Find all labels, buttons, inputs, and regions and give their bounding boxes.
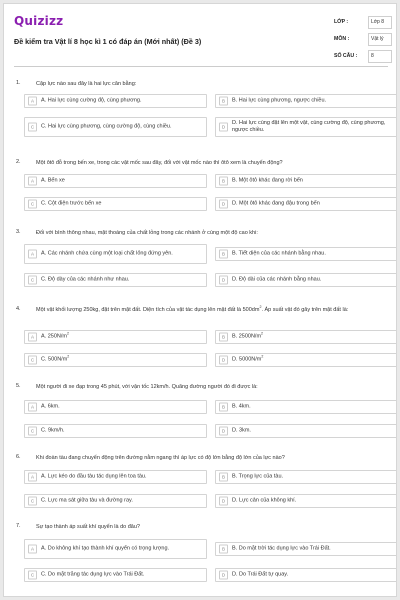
- option-text: A. Do không khí tạo thành khí quyển có trọng lượng.: [41, 545, 170, 552]
- option-text: A. 6km.: [41, 403, 60, 410]
- question-text-end: . Áp suất vật đó gây trên mặt đất là:: [261, 307, 349, 313]
- question-text: [36, 306, 376, 314]
- option-text: D. Hai lực cùng đặt lên một vật, cùng cường độ, cùng phương, ngược chiều.: [232, 120, 386, 133]
- option-letter: A: [28, 333, 37, 342]
- meta-subject-value: Vật lý: [368, 33, 392, 46]
- option-letter: A: [28, 177, 37, 186]
- option-text: D. Lực cản của không khí.: [232, 497, 297, 504]
- option-value: B. 2500N/m: [232, 333, 262, 340]
- meta-class: [334, 16, 394, 33]
- option-text: A. Lực kéo do đầu tàu tác dụng lên toa tàu.: [41, 473, 147, 480]
- option-letter: A: [28, 473, 37, 482]
- option-letter: C: [28, 123, 37, 132]
- option-letter: D: [219, 276, 228, 285]
- option-text: D. Độ dài của các nhánh bằng nhau.: [232, 276, 322, 283]
- question-number: 1.: [16, 80, 21, 86]
- option-box[interactable]: [24, 197, 207, 211]
- option-text: C. Độ dày của các nhánh như nhau.: [41, 276, 130, 283]
- option-letter: C: [28, 356, 37, 365]
- question-number: 6.: [16, 454, 21, 460]
- option-text: D. Do Trái Đất tự quay.: [232, 571, 289, 578]
- option-letter: B: [219, 545, 228, 554]
- option-box[interactable]: [24, 94, 207, 108]
- option-exponent: 2: [67, 354, 70, 359]
- option-letter: B: [219, 97, 228, 106]
- option-letter: D: [219, 571, 228, 580]
- option-value: A. 250N/m: [41, 333, 67, 340]
- option-box[interactable]: [215, 542, 397, 556]
- option-box[interactable]: [24, 568, 207, 582]
- option-box[interactable]: [215, 174, 397, 188]
- option-value: D. 5000N/m: [232, 356, 262, 363]
- option-text: C. Cột điện trước bến xe: [41, 200, 102, 207]
- option-letter: C: [28, 276, 37, 285]
- worksheet-header: [4, 4, 396, 66]
- option-box[interactable]: [215, 197, 397, 211]
- option-box[interactable]: [215, 330, 397, 344]
- option-box[interactable]: [24, 244, 207, 264]
- option-text: [232, 354, 392, 364]
- option-letter: A: [28, 403, 37, 412]
- option-letter: A: [28, 97, 37, 106]
- option-text: D. Một ôtô khác đang đậu trong bến: [232, 200, 320, 207]
- option-text: D. 3km.: [232, 427, 251, 434]
- question-number: 5.: [16, 383, 21, 389]
- option-letter: D: [219, 427, 228, 436]
- option-text: B. Tiết diện của các nhánh bằng nhau.: [232, 250, 326, 257]
- option-text: A. Các nhánh chứa cùng một loại chất lỏng đứng yên.: [41, 250, 173, 257]
- meta-class-label: LỚP :: [334, 19, 349, 25]
- option-box[interactable]: [215, 247, 397, 261]
- meta-class-value: Lớp 8: [368, 16, 392, 29]
- option-text: C. Lực ma sát giữa tàu và đường ray.: [41, 497, 133, 504]
- option-box[interactable]: [215, 117, 397, 137]
- option-letter: C: [28, 571, 37, 580]
- option-exponent: 2: [66, 331, 69, 336]
- option-letter: B: [219, 177, 228, 186]
- worksheet-page: [3, 3, 397, 597]
- question-text: Đối với bình thông nhau, mặt thoáng của chất lỏng trong các nhánh ở cùng một độ cao khi:: [36, 230, 258, 236]
- option-letter: D: [219, 497, 228, 506]
- option-text: A. Bến xe: [41, 177, 65, 184]
- option-box[interactable]: [215, 400, 397, 414]
- question-text-exponent: 2: [259, 305, 262, 310]
- header-divider: [14, 66, 388, 67]
- question-number: 7.: [16, 523, 21, 529]
- worksheet-title: Đề kiểm tra Vật lí 8 học kì 1 có đáp án (Mới nhất) (Đề 3): [14, 37, 202, 46]
- option-letter: C: [28, 200, 37, 209]
- option-letter: C: [28, 497, 37, 506]
- option-box[interactable]: [24, 353, 207, 367]
- option-text: B. Một ôtô khác đang rời bến: [232, 177, 303, 184]
- option-letter: D: [219, 356, 228, 365]
- meta-subject: [334, 33, 394, 50]
- option-box[interactable]: [24, 330, 207, 344]
- question-number: 3.: [16, 229, 21, 235]
- option-letter: A: [28, 250, 37, 259]
- question-text: Một ôtô đỗ trong bến xe, trong các vật mốc sau đây, đối với vật mốc nào thì ôtô xem là chuyển động?: [36, 160, 283, 166]
- meta-question-count: [334, 50, 394, 67]
- option-text: B. Hai lực cùng phương, ngược chiều.: [232, 97, 327, 104]
- option-box[interactable]: [215, 273, 397, 287]
- option-box[interactable]: [24, 470, 207, 484]
- option-text: C. Hai lực cùng phương, cùng cường độ, cùng chiều.: [41, 123, 172, 130]
- option-value: C. 500N/m: [41, 356, 68, 363]
- option-box[interactable]: [24, 117, 207, 137]
- option-box[interactable]: [215, 470, 397, 484]
- option-box[interactable]: [215, 94, 397, 108]
- option-text: C. 9km/h.: [41, 427, 65, 434]
- meta-question-count-value: 8: [368, 50, 392, 63]
- option-text: [41, 354, 201, 364]
- option-letter: D: [219, 123, 228, 132]
- option-box[interactable]: [24, 539, 207, 559]
- option-letter: B: [219, 403, 228, 412]
- question-number: 2.: [16, 159, 21, 165]
- option-box[interactable]: [24, 400, 207, 414]
- option-box[interactable]: [24, 424, 207, 438]
- question-text-start: Một vật khối lượng 250kg, đặt trên mặt đất. Diện tích của vật tác dụng lên mặt đất là 500dm: [36, 307, 260, 313]
- question-text: Khi đoàn tàu đang chuyển động trên đường nằm ngang thì áp lực có độ lớn bằng độ lớn của lực nào?: [36, 455, 285, 461]
- option-letter: B: [219, 333, 228, 342]
- quizizz-logo: Quizizz: [14, 14, 64, 28]
- meta-question-count-label: SỐ CÂU :: [334, 53, 358, 59]
- question-number: 4.: [16, 306, 21, 312]
- option-box[interactable]: [215, 353, 397, 367]
- option-box[interactable]: [24, 174, 207, 188]
- option-box[interactable]: [24, 494, 207, 508]
- worksheet-meta: [334, 16, 394, 67]
- option-letter: A: [28, 545, 37, 554]
- option-box[interactable]: [24, 273, 207, 287]
- option-text: B. 4km.: [232, 403, 251, 410]
- option-letter: C: [28, 427, 37, 436]
- meta-subject-label: MÔN :: [334, 36, 350, 42]
- option-letter: D: [219, 200, 228, 209]
- option-text: A. Hai lực cùng cường độ, cùng phương.: [41, 97, 142, 104]
- option-text: [232, 331, 392, 341]
- option-text: C. Do mặt trăng tác dụng lực vào Trái Đất.: [41, 571, 145, 578]
- option-letter: B: [219, 250, 228, 259]
- question-text: Một người đi xe đạp trong 45 phút, với vận tốc 12km/h. Quãng đường người đó đi được là:: [36, 384, 258, 390]
- option-exponent: 2: [261, 331, 264, 336]
- option-text: B. Do mặt trời tác dụng lực vào Trái Đất.: [232, 545, 331, 552]
- option-text: B. Trọng lực của tàu.: [232, 473, 284, 480]
- option-letter: B: [219, 473, 228, 482]
- option-box[interactable]: [215, 568, 397, 582]
- option-text: [41, 331, 201, 341]
- option-exponent: 2: [261, 354, 264, 359]
- question-text: Cặp lực nào sau đây là hai lực cân bằng:: [36, 81, 137, 87]
- option-box[interactable]: [215, 424, 397, 438]
- option-box[interactable]: [215, 494, 397, 508]
- question-text: Sự tạo thành áp suất khí quyển là do đâu?: [36, 524, 140, 530]
